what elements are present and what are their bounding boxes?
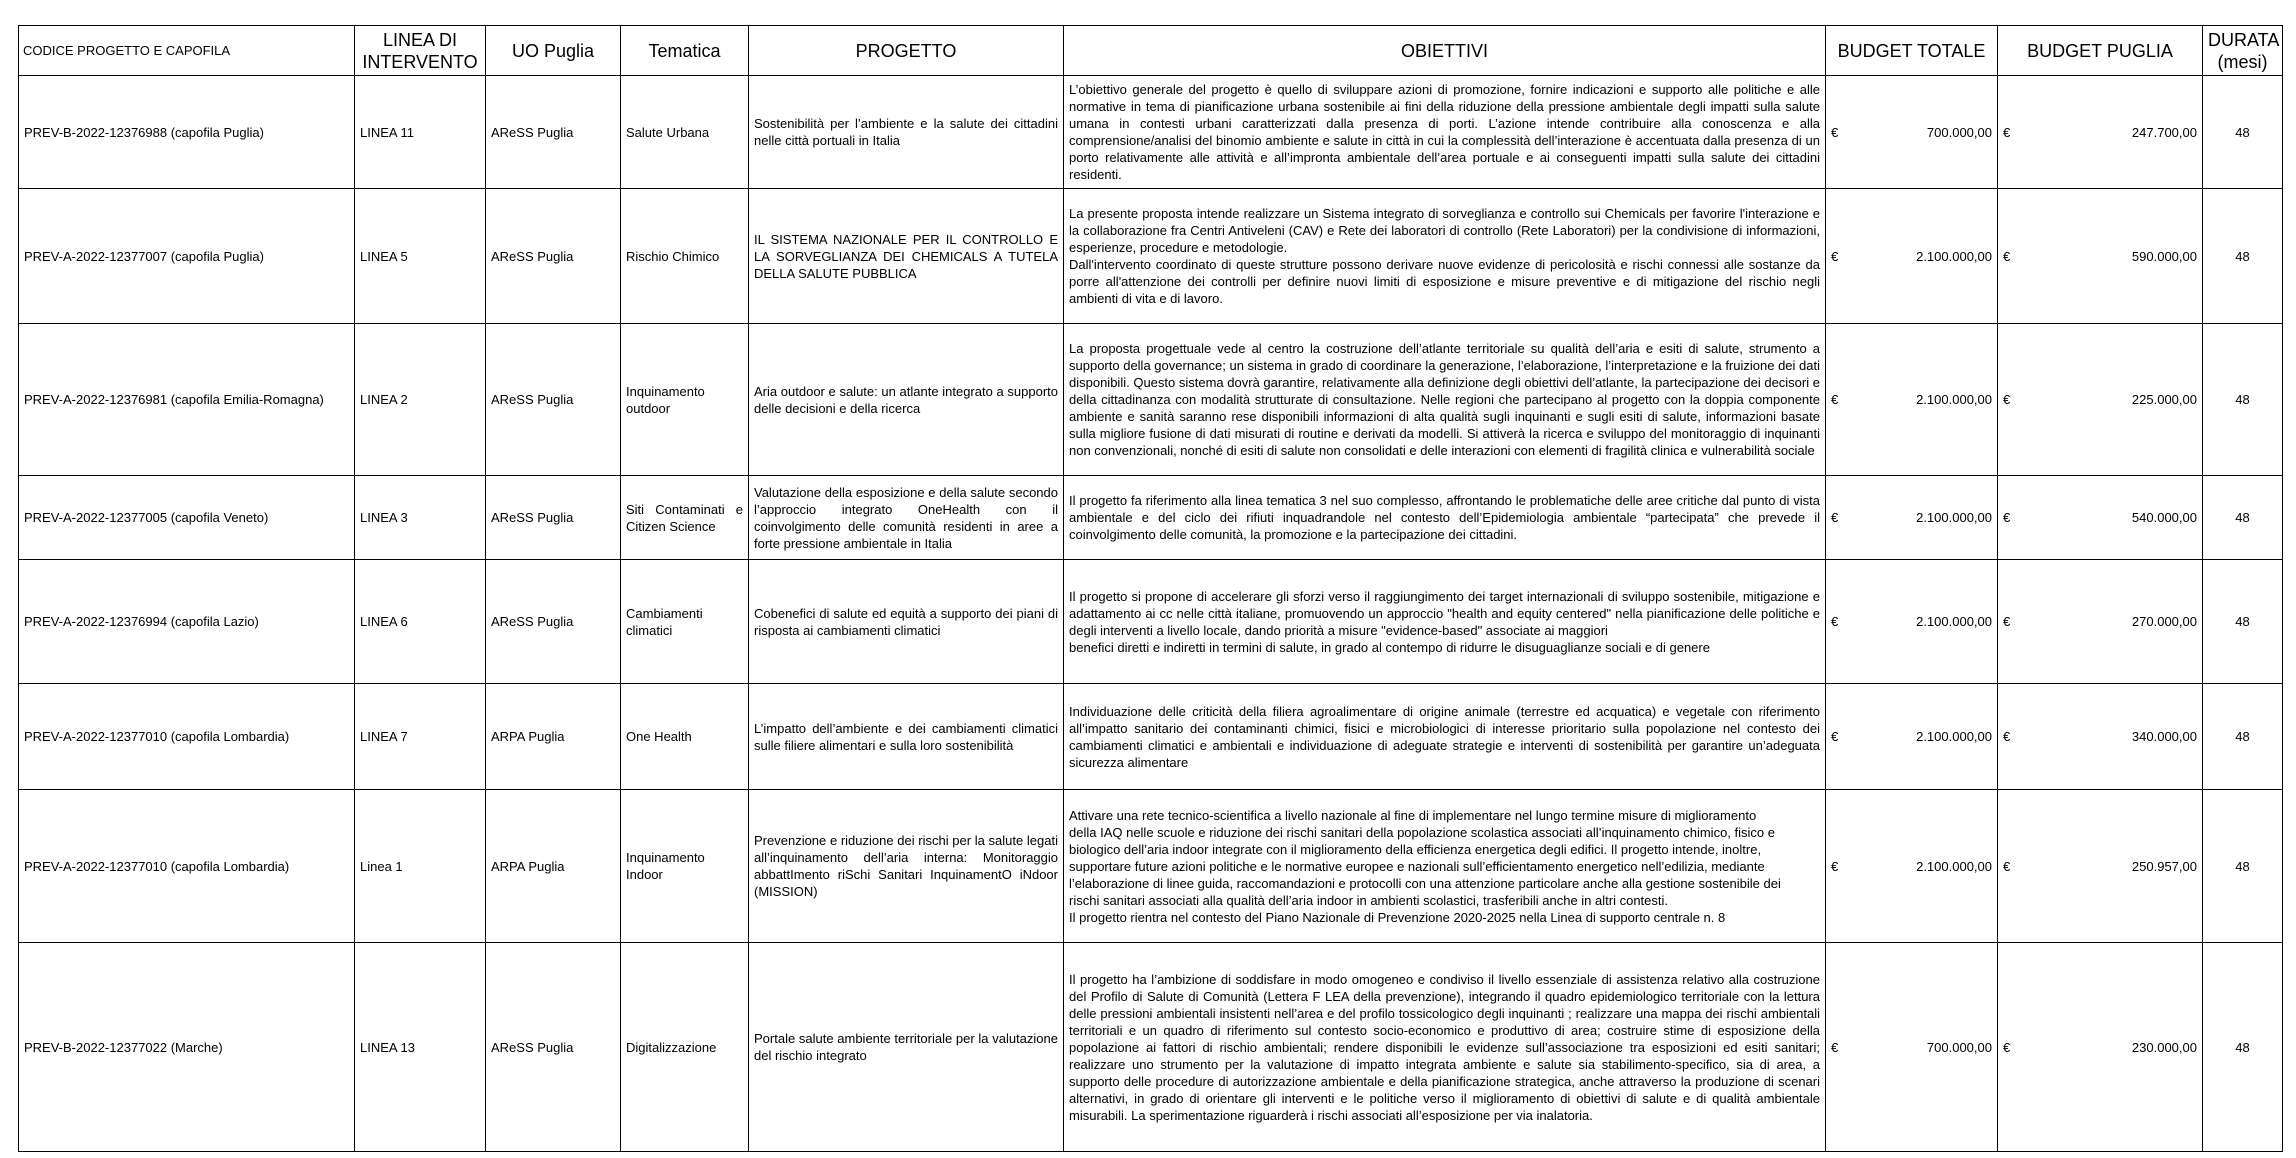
header-uo: UO Puglia <box>486 26 621 76</box>
cell-obiettivi: Il progetto ha l’ambizione di soddisfare in modo omogeneo e condiviso il livello essenziale di assistenza relativo alla costruzione del Profilo di Salute di Comunità (Lettera F LEA della prevenzione), integrando il quadro epidemiologico territoriale con la lettura delle pressioni ambientali insistenti nell’area e del profilo tossicologico degli inquinanti ; realizzare una mappa dei rischi ambientali territoriali e un quadro di riferimento sul contesto socio-economico e produttivo di area; costruire stime di esposizione della popolazione ai fattori di rischio ambientali; rendere disponibili le evidenze sull’associazione tra esposizioni ed esiti sanitari; realizzare uno strumento per la valutazione di impatto integrata ambiente e salute sia stabilimento-specifico, sia di area, a supporto delle procedure di autorizzazione ambientale e della pianificazione strategica, anche attraverso la produzione di scenari alternativi, in grado di orientare gli interventi e le politiche verso il miglioramento di obiettivi di salute e di qualità ambientale misurabili. La sperimentazione riguarderà i rischi associati all’esposizione per via inalatoria. <box>1064 943 1826 1152</box>
cell-budget-puglia-value: 250.957,00 <box>2131 858 2197 874</box>
currency-symbol: € <box>2003 248 2011 264</box>
cell-obiettivi: Individuazione delle criticità della filiera agroalimentare di origine animale (terrestre ed acquatica) e vegetale con riferimento all’impatto sanitario dei contaminanti chimici, fisici e microbiologici di interesse prioritario sulla popolazione nel contesto dei cambiamenti climatici e ambientali e individuazione di adeguate strategie e interventi di sostenibilità per garantire un’adeguata sicurezza alimentare <box>1064 684 1826 790</box>
cell-budget-puglia-value: 340.000,00 <box>2131 729 2197 744</box>
currency-symbol: € <box>2003 1039 2011 1055</box>
cell-durata: 48 <box>2203 76 2283 189</box>
cell-obiettivi: Il progetto fa riferimento alla linea tematica 3 nel suo complesso, affrontando le problematiche delle aree critiche dal punto di vista ambientale e del ciclo dei rifiuti inquadrandole nel contesto dell’Epidemiologia ambientale “partecipata” che prevede il coinvolgimento delle comunità, la promozione e la partecipazione dei cittadini. <box>1064 476 1826 560</box>
cell-budget-totale-value: 2.100.000,00 <box>1916 248 1992 264</box>
cell-budget-totale-value: 2.100.000,00 <box>1916 858 1992 874</box>
cell-budget-totale-value: 2.100.000,00 <box>1916 392 1992 407</box>
header-row <box>19 26 2283 76</box>
currency-symbol: € <box>1831 1039 1839 1055</box>
cell-budget-totale-value: 700.000,00 <box>1926 124 1992 140</box>
cell-durata: 48 <box>2203 476 2283 560</box>
cell-linea: LINEA 5 <box>355 189 486 324</box>
cell-budget-puglia-value: 270.000,00 <box>2131 614 2197 629</box>
table-row <box>19 943 2283 1152</box>
cell-progetto: Aria outdoor e salute: un atlante integrato a supporto delle decisioni e della ricerca <box>749 324 1064 476</box>
cell-budget-puglia <box>1998 684 2203 790</box>
cell-codice: PREV-A-2022-12377007 (capofila Puglia) <box>19 189 355 324</box>
cell-budget-puglia <box>1998 560 2203 684</box>
cell-budget-puglia <box>1998 76 2203 189</box>
cell-tematica: Salute Urbana <box>621 76 749 189</box>
currency-symbol: € <box>2003 858 2011 874</box>
cell-codice: PREV-B-2022-12376988 (capofila Puglia) <box>19 76 355 189</box>
table-row <box>19 790 2283 943</box>
cell-uo: AReSS Puglia <box>486 76 621 189</box>
cell-uo: AReSS Puglia <box>486 560 621 684</box>
cell-budget-puglia <box>1998 324 2203 476</box>
cell-tematica: Siti Contaminati e Citizen Science <box>621 476 749 560</box>
cell-codice: PREV-A-2022-12376981 (capofila Emilia-Romagna) <box>19 324 355 476</box>
currency-symbol: € <box>2003 510 2011 525</box>
header-codice: CODICE PROGETTO E CAPOFILA <box>19 26 355 76</box>
cell-tematica: Rischio Chimico <box>621 189 749 324</box>
cell-progetto: Portale salute ambiente territoriale per la valutazione del rischio integrato <box>749 943 1064 1152</box>
currency-symbol: € <box>2003 124 2011 140</box>
cell-linea: LINEA 3 <box>355 476 486 560</box>
currency-symbol: € <box>1831 858 1839 874</box>
header-linea: LINEA DI INTERVENTO <box>355 26 486 76</box>
cell-durata: 48 <box>2203 324 2283 476</box>
cell-budget-puglia-value: 247.700,00 <box>2131 124 2197 140</box>
cell-linea: LINEA 6 <box>355 560 486 684</box>
cell-durata: 48 <box>2203 684 2283 790</box>
cell-budget-puglia-value: 590.000,00 <box>2131 248 2197 264</box>
table-row <box>19 476 2283 560</box>
cell-progetto: Sostenibilità per l’ambiente e la salute dei cittadini nelle città portuali in Italia <box>749 76 1064 189</box>
currency-symbol: € <box>2003 614 2011 629</box>
cell-budget-totale <box>1826 476 1998 560</box>
cell-tematica: Inquinamento Indoor <box>621 790 749 943</box>
cell-budget-puglia <box>1998 790 2203 943</box>
cell-linea: LINEA 11 <box>355 76 486 189</box>
cell-uo: AReSS Puglia <box>486 476 621 560</box>
cell-obiettivi: La presente proposta intende realizzare un Sistema integrato di sorveglianza e controllo sui Chemicals per favorire l'interazione e la collaborazione fra Centri Antiveleni (CAV) e Rete dei laboratori di controllo (Rete Laboratori) per la condivisione di informazioni, esperienze, procedure e metodologie. Dall'intervento coordinato di queste strutture possono derivare nuove evidenze di pericolosità e rischi connessi alle sostanze da porre all'attenzione dei controlli per definire nuovi limiti di esposizione e misure preventive e di mitigazione del rischio negli ambienti di vita e di lavoro. <box>1064 189 1826 324</box>
currency-symbol: € <box>1831 729 1839 744</box>
projects-table <box>18 25 2283 1152</box>
cell-budget-puglia-value: 225.000,00 <box>2131 392 2197 407</box>
cell-codice: PREV-A-2022-12377010 (capofila Lombardia) <box>19 790 355 943</box>
cell-durata: 48 <box>2203 189 2283 324</box>
cell-budget-puglia <box>1998 476 2203 560</box>
cell-durata: 48 <box>2203 943 2283 1152</box>
cell-linea: Linea 1 <box>355 790 486 943</box>
cell-budget-totale-value: 2.100.000,00 <box>1916 729 1992 744</box>
cell-uo: AReSS Puglia <box>486 189 621 324</box>
cell-codice: PREV-A-2022-12377005 (capofila Veneto) <box>19 476 355 560</box>
cell-progetto: L’impatto dell’ambiente e dei cambiamenti climatici sulle filiere alimentari e sulla loro sostenibilità <box>749 684 1064 790</box>
header-progetto: PROGETTO <box>749 26 1064 76</box>
cell-codice: PREV-B-2022-12377022 (Marche) <box>19 943 355 1152</box>
currency-symbol: € <box>1831 614 1839 629</box>
header-obiettivi: OBIETTIVI <box>1064 26 1826 76</box>
table-row <box>19 684 2283 790</box>
header-budget-puglia: BUDGET PUGLIA <box>1998 26 2203 76</box>
currency-symbol: € <box>1831 392 1839 407</box>
cell-progetto: IL SISTEMA NAZIONALE PER IL CONTROLLO E LA SORVEGLIANZA DEI CHEMICALS A TUTELA DELLA SALUTE PUBBLICA <box>749 189 1064 324</box>
cell-obiettivi: L’obiettivo generale del progetto è quello di sviluppare azioni di promozione, fornire indicazioni e supporto alle politiche e alle normative in tema di pianificazione urbana sostenibile ai fini della riduzione della pressione ambientale degli impatti sulla salute umana in contesti urbani caratterizzati dalla presenza di porti. L’azione intende contribuire alla conoscenza e alla comprensione/analisi del binomio ambiente e salute in città in cui la complessità dell’interazione è accentuata dalla presenza di un porto relativamente alle attività e all’impronta ambientale dell’area portuale e ai conseguenti impatti sulla salute dei cittadini residenti. <box>1064 76 1826 189</box>
table-row <box>19 560 2283 684</box>
cell-budget-totale <box>1826 560 1998 684</box>
cell-budget-puglia-value: 230.000,00 <box>2131 1039 2197 1055</box>
cell-linea: LINEA 13 <box>355 943 486 1152</box>
header-budget-totale: BUDGET TOTALE <box>1826 26 1998 76</box>
currency-symbol: € <box>2003 392 2011 407</box>
table-row <box>19 76 2283 189</box>
cell-budget-totale <box>1826 684 1998 790</box>
cell-uo: ARPA Puglia <box>486 684 621 790</box>
cell-progetto: Prevenzione e riduzione dei rischi per la salute legati all’inquinamento dell’aria interna: Monitoraggio abbattImento riSchi Sanitari InquinamentO iNdoor (MISSION) <box>749 790 1064 943</box>
currency-symbol: € <box>2003 729 2011 744</box>
cell-budget-puglia <box>1998 943 2203 1152</box>
cell-durata: 48 <box>2203 560 2283 684</box>
header-tematica: Tematica <box>621 26 749 76</box>
cell-budget-puglia <box>1998 189 2203 324</box>
cell-progetto: Valutazione della esposizione e della salute secondo l’approccio integrato OneHealth con il coinvolgimento delle comunità residenti in aree a forte pressione ambientale in Italia <box>749 476 1064 560</box>
cell-tematica: Digitalizzazione <box>621 943 749 1152</box>
cell-budget-totale <box>1826 189 1998 324</box>
currency-symbol: € <box>1831 510 1839 525</box>
cell-budget-totale <box>1826 324 1998 476</box>
cell-uo: ARPA Puglia <box>486 790 621 943</box>
cell-durata: 48 <box>2203 790 2283 943</box>
cell-linea: LINEA 2 <box>355 324 486 476</box>
cell-budget-puglia-value: 540.000,00 <box>2131 510 2197 525</box>
cell-linea: LINEA 7 <box>355 684 486 790</box>
cell-tematica: Inquinamento outdoor <box>621 324 749 476</box>
cell-uo: AReSS Puglia <box>486 943 621 1152</box>
cell-codice: PREV-A-2022-12377010 (capofila Lombardia) <box>19 684 355 790</box>
cell-budget-totale-value: 2.100.000,00 <box>1916 510 1992 525</box>
currency-symbol: € <box>1831 248 1839 264</box>
cell-budget-totale <box>1826 790 1998 943</box>
cell-obiettivi: Il progetto si propone di accelerare gli sforzi verso il raggiungimento dei target internazionali di sviluppo sostenibile, mitigazione e adattamento ai cc nelle città italiane, promuovendo un approccio "health and equity centered" nella pianificazione delle politiche e degli interventi a livello locale, dando priorità a misure "evidence-based" associate ai maggiori benefici diretti e indiretti in termini di salute, in grado al contempo di ridurre le disuguaglianze sociali e di genere <box>1064 560 1826 684</box>
currency-symbol: € <box>1831 124 1839 140</box>
cell-obiettivi: La proposta progettuale vede al centro la costruzione dell’atlante territoriale su qualità dell’aria e esiti di salute, strumento a supporto della governance; un sistema in grado di coordinare la generazione, l’elaborazione, l’interpretazione e la fruizione dei dati disponibili. Questo sistema dovrà garantire, relativamente alla definizione degli obiettivi dell’atlante, la partecipazione dei decisori e della cittadinanza con modalità strutturate di consultazione. Nelle regioni che partecipano al progetto con la doppia componente ambiente e sanità saranno rese disponibili informazioni di alta qualità sugli inquinanti e sugli esiti di salute, informazioni basate sulla migliore fusione di dati misurati di routine e derivati da modelli. Si attiverà la ricerca e sviluppo del monitoraggio di inquinanti non convenzionali, nonché di esiti di salute non consolidati e delle interazioni con elementi di fragilità clinica e vulnerabilità sociale <box>1064 324 1826 476</box>
cell-uo: AReSS Puglia <box>486 324 621 476</box>
cell-progetto: Cobenefici di salute ed equità a supporto dei piani di risposta ai cambiamenti climatici <box>749 560 1064 684</box>
cell-budget-totale <box>1826 943 1998 1152</box>
header-durata: DURATA (mesi) <box>2203 26 2283 76</box>
table-row <box>19 189 2283 324</box>
cell-obiettivi: Attivare una rete tecnico-scientifica a livello nazionale al fine di implementare nel lungo termine misure di miglioramento della IAQ nelle scuole e riduzione dei rischi sanitari della popolazione scolastica associati all’inquinamento chimico, fisico e biologico dell’aria indoor integrate con il miglioramento della efficienza energetica degli edifici. Il progetto intende, inoltre, supportare future azioni politiche e le normative europee e nazionali sull’efficientamento energetico nell’edilizia, mediante l’elaborazione di linee guida, raccomandazioni e protocolli con una attenzione particolare anche alla gestione sostenibile dei rischi sanitari associati alla qualità dell’aria indoor in ambienti scolastici, trasferibili anche in altri contesti. Il progetto rientra nel contesto del Piano Nazionale di Prevenzione 2020-2025 nella Linea di supporto centrale n. 8 <box>1064 790 1826 943</box>
cell-budget-totale <box>1826 76 1998 189</box>
cell-budget-totale-value: 700.000,00 <box>1926 1039 1992 1055</box>
table-row <box>19 324 2283 476</box>
cell-tematica: One Health <box>621 684 749 790</box>
cell-codice: PREV-A-2022-12376994 (capofila Lazio) <box>19 560 355 684</box>
cell-budget-totale-value: 2.100.000,00 <box>1916 614 1992 629</box>
cell-tematica: Cambiamenti climatici <box>621 560 749 684</box>
